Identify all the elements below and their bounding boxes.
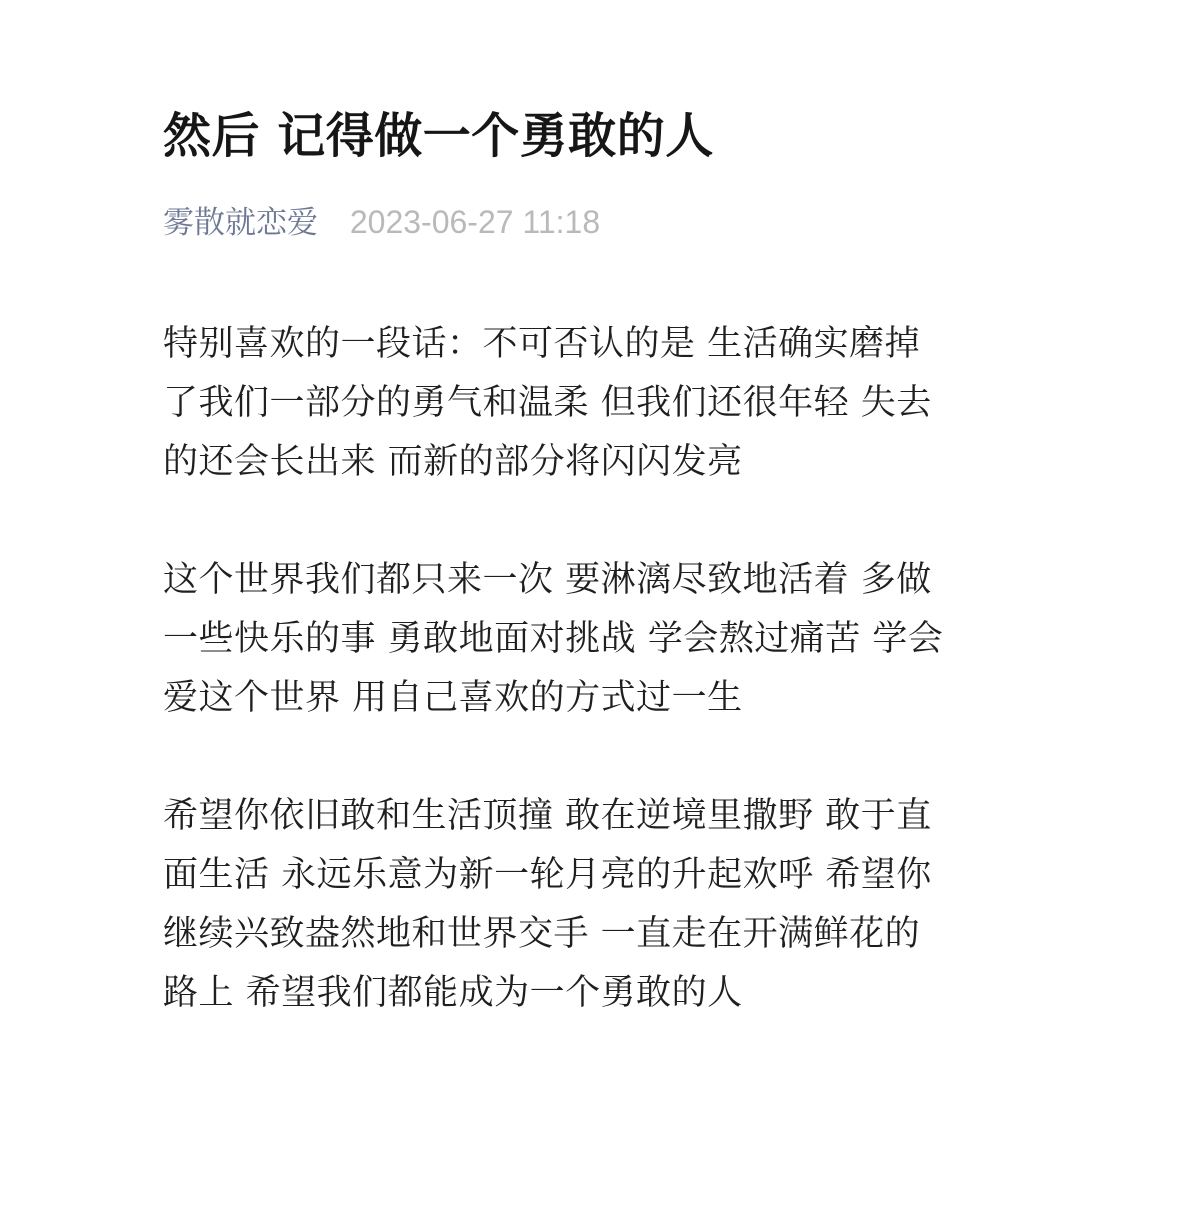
article-title: 然后 记得做一个勇敢的人	[163, 108, 714, 164]
article-meta	[163, 200, 600, 244]
publish-timestamp: 2023-06-27 11:18	[349, 204, 601, 240]
article-paragraph-3: 希望你依旧敢和生活顶撞 敢在逆境里撒野 敢于直 面生活 永远乐意为新一轮月亮的升起欢呼 希望你 继续兴致盎然地和世界交手 一直走在开满鲜花的 路上 希望我们都能成为一个勇敢的人	[163, 796, 932, 1013]
author-name[interactable]: 雾散就恋爱	[163, 205, 318, 241]
article-paragraph-2: 这个世界我们都只来一次 要淋漓尽致地活着 多做 一些快乐的事 勇敢地面对挑战 学会熬过痛苦 学会 爱这个世界 用自己喜欢的方式过一生	[163, 560, 944, 718]
article-paragraph-1: 特别喜欢的一段话：不可否认的是 生活确实磨掉 了我们一部分的勇气和温柔 但我们还很年轻 失去 的还会长出来 而新的部分将闪闪发亮	[163, 324, 932, 482]
